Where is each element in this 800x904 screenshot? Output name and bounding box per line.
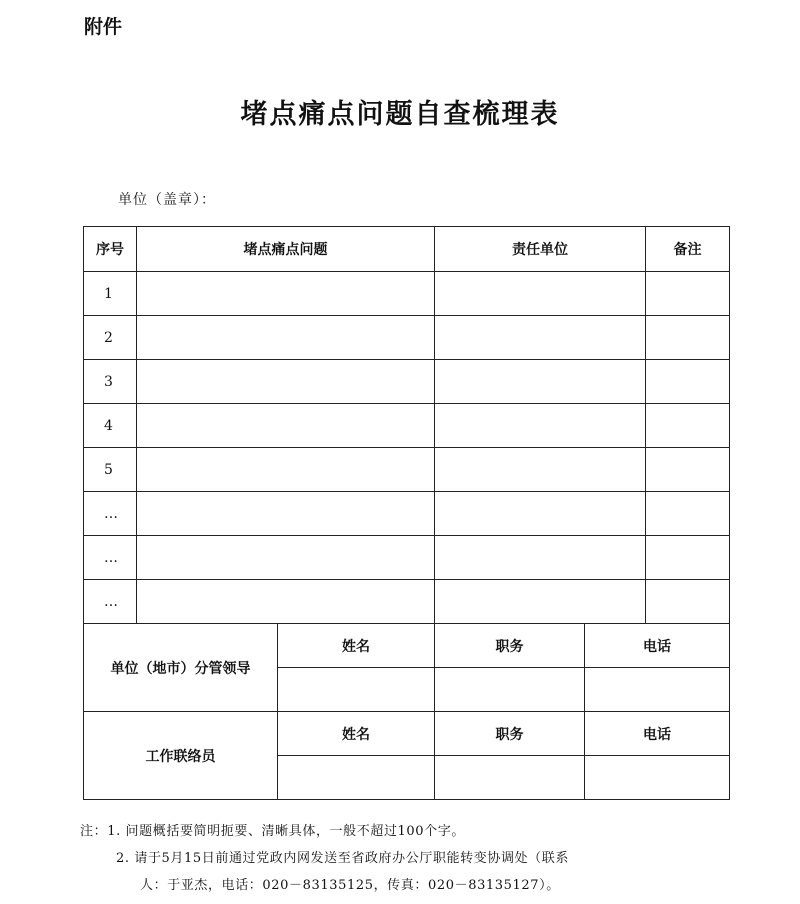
attachment-label: 附件: [84, 16, 123, 38]
issue-cell[interactable]: [137, 536, 435, 580]
row-seq: …: [84, 492, 137, 536]
liaison-header-row: [84, 712, 730, 756]
table-row: [84, 448, 730, 492]
unit-cell[interactable]: [435, 492, 646, 536]
unit-cell[interactable]: [435, 316, 646, 360]
leader-position-header: 职务: [435, 624, 585, 668]
note-2: [80, 845, 569, 872]
row-seq: 3: [84, 360, 137, 404]
header-seq: 序号: [84, 227, 137, 272]
unit-cell[interactable]: [435, 536, 646, 580]
row-seq: 2: [84, 316, 137, 360]
liaison-position-header: 职务: [435, 712, 585, 756]
remark-cell[interactable]: [646, 536, 730, 580]
liaison-phone-header: 电话: [585, 712, 730, 756]
page-title: 堵点痛点问题自查梳理表: [240, 99, 560, 130]
unit-cell[interactable]: [435, 404, 646, 448]
leader-phone-cell[interactable]: [585, 668, 730, 712]
note-2-text-b: 人：于亚杰，电话：020－83135125，传真：020－83135127）。: [140, 878, 560, 893]
leader-phone-header: 电话: [585, 624, 730, 668]
issue-cell[interactable]: [137, 404, 435, 448]
table-row: [84, 580, 730, 624]
issue-cell[interactable]: [137, 272, 435, 316]
note-2-text-a: 请于5月15日前通过党政内网发送至省政府办公厅职能转变协调处（联系: [134, 851, 569, 866]
table-row: [84, 404, 730, 448]
issue-cell[interactable]: [137, 360, 435, 404]
unit-stamp-label: 单位（盖章）：: [118, 192, 216, 208]
table-row: [84, 492, 730, 536]
remark-cell[interactable]: [646, 360, 730, 404]
leader-position-cell[interactable]: [435, 668, 585, 712]
liaison-name-header: 姓名: [278, 712, 435, 756]
unit-cell[interactable]: [435, 272, 646, 316]
table-row: [84, 360, 730, 404]
liaison-position-cell[interactable]: [435, 756, 585, 800]
issue-cell[interactable]: [137, 316, 435, 360]
self-check-table: [83, 226, 730, 800]
note-2-number: 2.: [116, 851, 130, 866]
remark-cell[interactable]: [646, 492, 730, 536]
note-1-number: 1.: [107, 824, 121, 839]
remark-cell[interactable]: [646, 580, 730, 624]
row-seq: 1: [84, 272, 137, 316]
issue-cell[interactable]: [137, 448, 435, 492]
note-2-continued: [80, 872, 569, 899]
leader-header-row: [84, 624, 730, 668]
row-seq: …: [84, 580, 137, 624]
remark-cell[interactable]: [646, 404, 730, 448]
leader-name-cell[interactable]: [278, 668, 435, 712]
liaison-label: 工作联络员: [84, 712, 278, 800]
unit-cell[interactable]: [435, 448, 646, 492]
unit-cell[interactable]: [435, 580, 646, 624]
note-1-text: 问题概括要简明扼要、清晰具体，一般不超过100个字。: [125, 824, 465, 839]
note-prefix: 注：: [80, 824, 108, 839]
header-issue: 堵点痛点问题: [137, 227, 435, 272]
row-seq: 5: [84, 448, 137, 492]
liaison-name-cell[interactable]: [278, 756, 435, 800]
note-1: [80, 818, 569, 845]
remark-cell[interactable]: [646, 272, 730, 316]
row-seq: …: [84, 536, 137, 580]
header-responsible-unit: 责任单位: [435, 227, 646, 272]
table-header-row: [84, 227, 730, 272]
leader-name-header: 姓名: [278, 624, 435, 668]
header-remark: 备注: [646, 227, 730, 272]
table-row: [84, 316, 730, 360]
issue-cell[interactable]: [137, 580, 435, 624]
remark-cell[interactable]: [646, 448, 730, 492]
remark-cell[interactable]: [646, 316, 730, 360]
row-seq: 4: [84, 404, 137, 448]
unit-cell[interactable]: [435, 360, 646, 404]
table-row: [84, 536, 730, 580]
liaison-phone-cell[interactable]: [585, 756, 730, 800]
issue-cell[interactable]: [137, 492, 435, 536]
table-row: [84, 272, 730, 316]
notes: [80, 818, 569, 899]
leader-label: 单位（地市）分管领导: [84, 624, 278, 712]
